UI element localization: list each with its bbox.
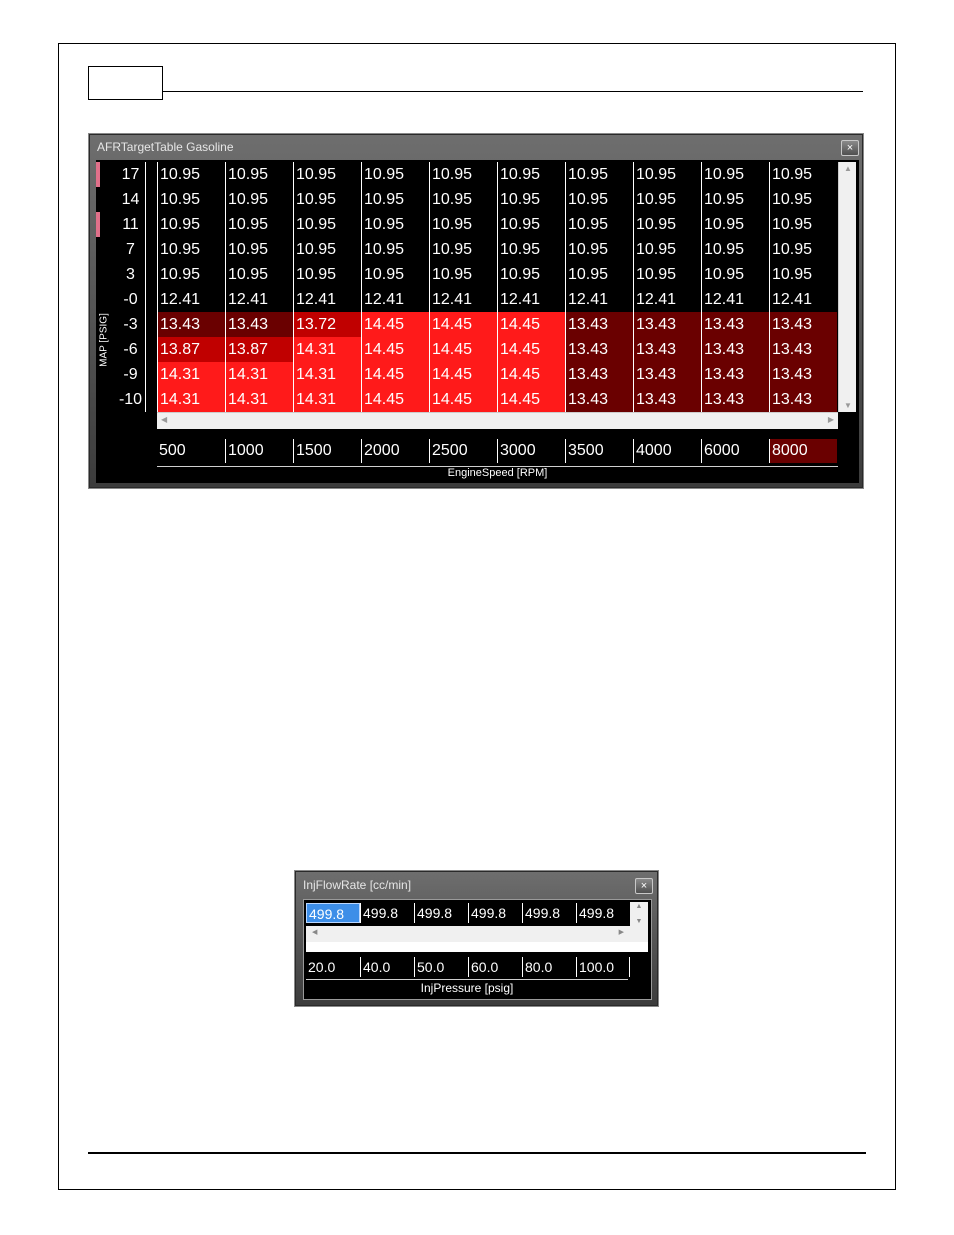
afr-cell[interactable]: 12.41: [497, 287, 565, 312]
afr-cell[interactable]: 10.95: [633, 237, 701, 262]
afr-data-grid: [157, 162, 837, 412]
afr-cell[interactable]: 10.95: [225, 237, 293, 262]
afr-cell[interactable]: 13.43: [769, 337, 837, 362]
afr-cell[interactable]: 14.45: [497, 387, 565, 412]
afr-cell[interactable]: 10.95: [633, 187, 701, 212]
afr-cell[interactable]: 10.95: [429, 237, 497, 262]
afr-cell[interactable]: 10.95: [225, 212, 293, 237]
afr-cell[interactable]: 14.31: [293, 337, 361, 362]
scroll-right-icon[interactable]: ▶: [827, 415, 834, 424]
inj-flow-rate-window: [295, 871, 658, 1006]
afr-cell[interactable]: 13.43: [157, 312, 225, 337]
afr-cell[interactable]: 10.95: [769, 162, 837, 187]
scroll-down-icon[interactable]: ▼: [844, 401, 852, 410]
map-axis-value[interactable]: 3: [126, 266, 135, 283]
rpm-axis-value[interactable]: 3500: [565, 439, 633, 463]
afr-cell[interactable]: 14.31: [157, 387, 225, 412]
row-marker: [96, 162, 100, 187]
afr-cell[interactable]: 14.31: [225, 362, 293, 387]
inj-table-area: [303, 899, 652, 1000]
pressure-axis-value[interactable]: 60.0: [468, 957, 522, 977]
afr-cell[interactable]: 12.41: [633, 287, 701, 312]
rpm-axis-row: [157, 439, 837, 463]
afr-cell[interactable]: 12.41: [293, 287, 361, 312]
inj-flow-cell[interactable]: 499.8: [576, 903, 630, 923]
inj-gap: [306, 942, 648, 952]
inj-horizontal-scrollbar[interactable]: [306, 926, 648, 942]
rpm-axis-value[interactable]: 2500: [429, 439, 497, 463]
pressure-axis-title: InjPressure [psig]: [420, 981, 514, 995]
afr-cell[interactable]: 10.95: [157, 237, 225, 262]
afr-cell[interactable]: 13.43: [565, 387, 633, 412]
inj-flow-cell[interactable]: 499.8: [522, 903, 576, 923]
afr-cell[interactable]: 10.95: [293, 237, 361, 262]
afr-cell[interactable]: 14.45: [429, 312, 497, 337]
afr-cell[interactable]: 10.95: [225, 262, 293, 287]
afr-cell[interactable]: 10.95: [361, 262, 429, 287]
afr-cell[interactable]: 10.95: [429, 162, 497, 187]
afr-cell[interactable]: 10.95: [293, 187, 361, 212]
afr-cell[interactable]: 10.95: [293, 162, 361, 187]
rpm-axis-value[interactable]: 2000: [361, 439, 429, 463]
afr-cell[interactable]: 10.95: [497, 237, 565, 262]
afr-cell[interactable]: 10.95: [701, 162, 769, 187]
afr-cell[interactable]: 10.95: [769, 212, 837, 237]
afr-cell[interactable]: 10.95: [633, 162, 701, 187]
map-axis-value[interactable]: 7: [126, 241, 135, 258]
inj-vertical-scrollbar[interactable]: [630, 902, 648, 926]
afr-cell[interactable]: 10.95: [157, 262, 225, 287]
afr-cell[interactable]: 13.43: [633, 362, 701, 387]
map-axis-value[interactable]: 17: [121, 166, 140, 183]
afr-cell[interactable]: 13.87: [225, 337, 293, 362]
afr-cell[interactable]: 10.95: [429, 262, 497, 287]
header-box: [88, 66, 163, 100]
afr-cell[interactable]: 10.95: [769, 262, 837, 287]
afr-cell[interactable]: 10.95: [157, 187, 225, 212]
afr-cell[interactable]: 14.45: [429, 387, 497, 412]
afr-cell[interactable]: 10.95: [701, 262, 769, 287]
afr-cell[interactable]: 10.95: [361, 162, 429, 187]
scroll-left-icon[interactable]: ◀: [312, 929, 318, 936]
afr-cell[interactable]: 10.95: [565, 237, 633, 262]
scroll-up-icon[interactable]: ▲: [844, 164, 852, 173]
afr-cell[interactable]: 12.41: [361, 287, 429, 312]
afr-cell[interactable]: 12.41: [225, 287, 293, 312]
map-axis-value[interactable]: 11: [122, 216, 139, 233]
rpm-axis-value[interactable]: 1000: [225, 439, 293, 463]
afr-cell[interactable]: 14.45: [361, 387, 429, 412]
header-rule: [163, 91, 863, 92]
afr-cell[interactable]: 13.43: [565, 337, 633, 362]
row-marker: [96, 212, 100, 237]
inj-close-button[interactable]: ×: [635, 878, 653, 894]
afr-cell[interactable]: 14.45: [361, 362, 429, 387]
afr-cell[interactable]: 14.31: [225, 387, 293, 412]
afr-cell[interactable]: 10.95: [429, 187, 497, 212]
map-axis-value[interactable]: -9: [123, 366, 138, 383]
afr-cell[interactable]: 10.95: [565, 212, 633, 237]
inj-flow-cell[interactable]: 499.8: [414, 903, 468, 923]
afr-cell[interactable]: 10.95: [497, 262, 565, 287]
map-axis-value[interactable]: 14: [121, 191, 140, 208]
afr-cell[interactable]: 10.95: [497, 187, 565, 212]
afr-cell[interactable]: 10.95: [225, 187, 293, 212]
afr-cell[interactable]: 10.95: [701, 212, 769, 237]
afr-cell[interactable]: 10.95: [769, 237, 837, 262]
afr-cell[interactable]: 10.95: [157, 212, 225, 237]
afr-cell[interactable]: 13.43: [701, 312, 769, 337]
afr-cell[interactable]: 12.41: [429, 287, 497, 312]
afr-horizontal-scrollbar[interactable]: [157, 412, 838, 429]
pressure-axis-value[interactable]: 50.0: [414, 957, 468, 977]
afr-cell[interactable]: 14.45: [361, 312, 429, 337]
afr-cell[interactable]: 10.95: [701, 187, 769, 212]
afr-cell[interactable]: 10.95: [157, 162, 225, 187]
afr-cell[interactable]: 10.95: [429, 212, 497, 237]
afr-cell[interactable]: 13.43: [633, 337, 701, 362]
inj-flow-cell[interactable]: 499.8: [306, 903, 360, 923]
afr-cell[interactable]: 10.95: [633, 262, 701, 287]
afr-cell[interactable]: 14.45: [361, 337, 429, 362]
afr-cell[interactable]: 14.31: [293, 387, 361, 412]
pressure-axis-row: [306, 957, 630, 977]
afr-cell[interactable]: 13.43: [769, 362, 837, 387]
rpm-axis-title: EngineSpeed [RPM]: [447, 467, 548, 479]
afr-cell[interactable]: 13.43: [769, 387, 837, 412]
scroll-left-icon[interactable]: ◀: [161, 415, 168, 424]
pressure-axis-value[interactable]: 20.0: [308, 959, 336, 975]
afr-cell[interactable]: 10.95: [361, 237, 429, 262]
rpm-axis-value[interactable]: 8000: [769, 439, 837, 463]
afr-cell[interactable]: 10.95: [293, 262, 361, 287]
inj-flow-cell[interactable]: 499.8: [468, 903, 522, 923]
map-axis-value[interactable]: -6: [123, 341, 138, 358]
scroll-right-icon[interactable]: ▶: [618, 929, 624, 936]
pressure-axis-value[interactable]: 80.0: [522, 957, 576, 977]
afr-cell[interactable]: 10.95: [361, 187, 429, 212]
afr-cell[interactable]: 13.43: [565, 362, 633, 387]
pressure-axis-line: [306, 979, 628, 980]
afr-cell[interactable]: 14.45: [429, 362, 497, 387]
rpm-axis-value[interactable]: 6000: [701, 439, 769, 463]
afr-cell[interactable]: 13.43: [633, 387, 701, 412]
afr-cell[interactable]: 10.95: [497, 212, 565, 237]
afr-cell[interactable]: 10.95: [361, 212, 429, 237]
afr-cell[interactable]: 13.43: [701, 337, 769, 362]
inj-flow-cell[interactable]: 499.8: [360, 903, 414, 923]
afr-cell[interactable]: 14.31: [293, 362, 361, 387]
footer-rule: [88, 1152, 866, 1154]
afr-cell[interactable]: 13.43: [701, 387, 769, 412]
afr-cell[interactable]: 10.95: [701, 237, 769, 262]
inj-data-row: [306, 903, 630, 923]
map-axis-value[interactable]: -3: [123, 316, 138, 333]
afr-target-table-window: [89, 134, 863, 488]
afr-cell[interactable]: 13.43: [225, 312, 293, 337]
rpm-axis-value[interactable]: 4000: [633, 439, 701, 463]
afr-cell[interactable]: 10.95: [565, 162, 633, 187]
afr-cell[interactable]: 14.45: [497, 362, 565, 387]
pressure-axis-value[interactable]: 100.0: [576, 957, 630, 977]
rpm-axis-value[interactable]: 500: [159, 442, 186, 459]
afr-cell[interactable]: 10.95: [633, 212, 701, 237]
map-axis-value[interactable]: -0: [123, 291, 138, 308]
rpm-axis-value[interactable]: 3000: [497, 439, 565, 463]
map-axis-title: MAP [PSIG]: [98, 313, 110, 367]
afr-cell[interactable]: 10.95: [225, 162, 293, 187]
afr-cell[interactable]: 10.95: [565, 187, 633, 212]
map-axis-value[interactable]: -10: [118, 391, 143, 408]
map-axis-column: [116, 162, 146, 412]
afr-cell[interactable]: 14.45: [429, 337, 497, 362]
afr-cell[interactable]: 13.87: [157, 337, 225, 362]
afr-cell[interactable]: 12.41: [565, 287, 633, 312]
afr-window-title: AFRTargetTable Gasoline: [97, 140, 234, 154]
rpm-axis-value[interactable]: 1500: [293, 439, 361, 463]
afr-cell[interactable]: 14.45: [497, 337, 565, 362]
afr-cell[interactable]: 13.43: [701, 362, 769, 387]
afr-cell[interactable]: 10.95: [565, 262, 633, 287]
afr-cell[interactable]: 12.41: [157, 287, 225, 312]
inj-window-title: InjFlowRate [cc/min]: [303, 878, 412, 892]
afr-cell[interactable]: 13.72: [293, 312, 361, 337]
afr-cell[interactable]: 10.95: [293, 212, 361, 237]
scroll-down-icon[interactable]: ▼: [635, 918, 643, 925]
afr-cell[interactable]: 10.95: [497, 162, 565, 187]
afr-close-button[interactable]: ×: [841, 140, 859, 156]
afr-cell[interactable]: 14.45: [497, 312, 565, 337]
afr-cell[interactable]: 14.31: [157, 362, 225, 387]
afr-cell[interactable]: 12.41: [769, 287, 837, 312]
afr-vertical-scrollbar[interactable]: [838, 162, 856, 412]
afr-cell[interactable]: 13.43: [565, 312, 633, 337]
afr-cell[interactable]: 10.95: [769, 187, 837, 212]
scroll-up-icon[interactable]: ▲: [635, 903, 643, 910]
afr-cell[interactable]: 13.43: [769, 312, 837, 337]
afr-cell[interactable]: 13.43: [633, 312, 701, 337]
pressure-axis-value[interactable]: 40.0: [360, 957, 414, 977]
afr-table-area: [96, 160, 859, 483]
afr-cell[interactable]: 12.41: [701, 287, 769, 312]
